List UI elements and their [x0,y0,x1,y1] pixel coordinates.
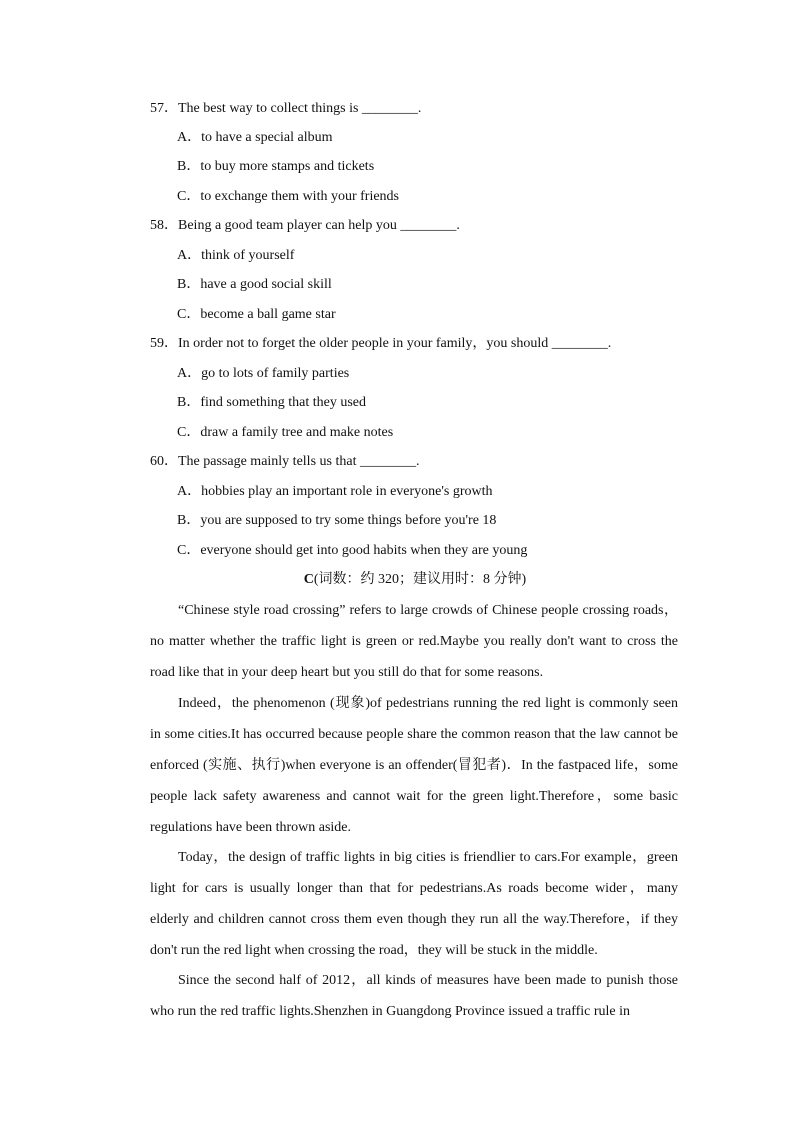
question-60-option-b: B．you are supposed to try some things before you're 18 [177,513,497,528]
section-heading [150,570,680,590]
section-info: (词数：约 320；建议用时：8 分钟) [313,572,527,587]
passage-paragraph-4: Since the second half of 2012，all kinds of measures have been made to punish those who run the red traffic lights.Shenzhen in Guangdong Province issued a traffic rule in [150,973,678,1019]
question-59-option-c: C．draw a family tree and make notes [177,425,394,440]
passage-paragraph-3: Today，the design of traffic lights in big cities is friendlier to cars.For example，green light for cars is usually longer than that for pedestrians.As roads become wider，many elderly and children cannot cross them even though they run all the way.Therefore，if they don't run the red light when crossing the road，they will be stuck in the middle. [150,850,678,958]
question-60-option-a: A．hobbies play an important role in everyone's growth [177,484,493,499]
question-57-option-b: B．to buy more stamps and tickets [177,159,375,174]
question-59-option-a: A．go to lots of family parties [177,366,350,381]
question-60-option-c: C．everyone should get into good habits when they are young [177,543,528,558]
question-58-stem: 58．Being a good team player can help you ________. [150,218,460,233]
passage-paragraph-1: “Chinese style road crossing” refers to large crowds of Chinese people crossing roads，no matter whether the traffic light is green or red.Maybe you really don't want to cross the road like that in your deep heart but you still do that for some reasons. [150,603,678,680]
question-59-option-b: B．find something that they used [177,395,366,410]
question-59-stem: 59．In order not to forget the older people in your family，you should ________. [150,336,612,351]
question-57-option-a: A．to have a special album [177,130,333,145]
question-58-option-a: A．think of yourself [177,248,295,263]
question-58-option-c: C．become a ball game star [177,307,336,322]
question-57-option-c: C．to exchange them with your friends [177,189,400,204]
section-letter: C [303,572,314,587]
passage-paragraph-2: Indeed，the phenomenon (现象)of pedestrians running the red light is commonly seen in some cities.It has occurred because people share the common reason that the law cannot be enforced (实施、执行)when everyone is an offender(冒犯者)．In the fastpaced life，some people lack safety awareness and cannot wait for the green light.Therefore，some basic regulations have been thrown aside. [150,696,678,835]
question-60-stem: 60．The passage mainly tells us that ________. [150,454,420,469]
question-57-stem: 57．The best way to collect things is ________. [150,101,422,116]
question-58-option-b: B．have a good social skill [177,277,332,292]
